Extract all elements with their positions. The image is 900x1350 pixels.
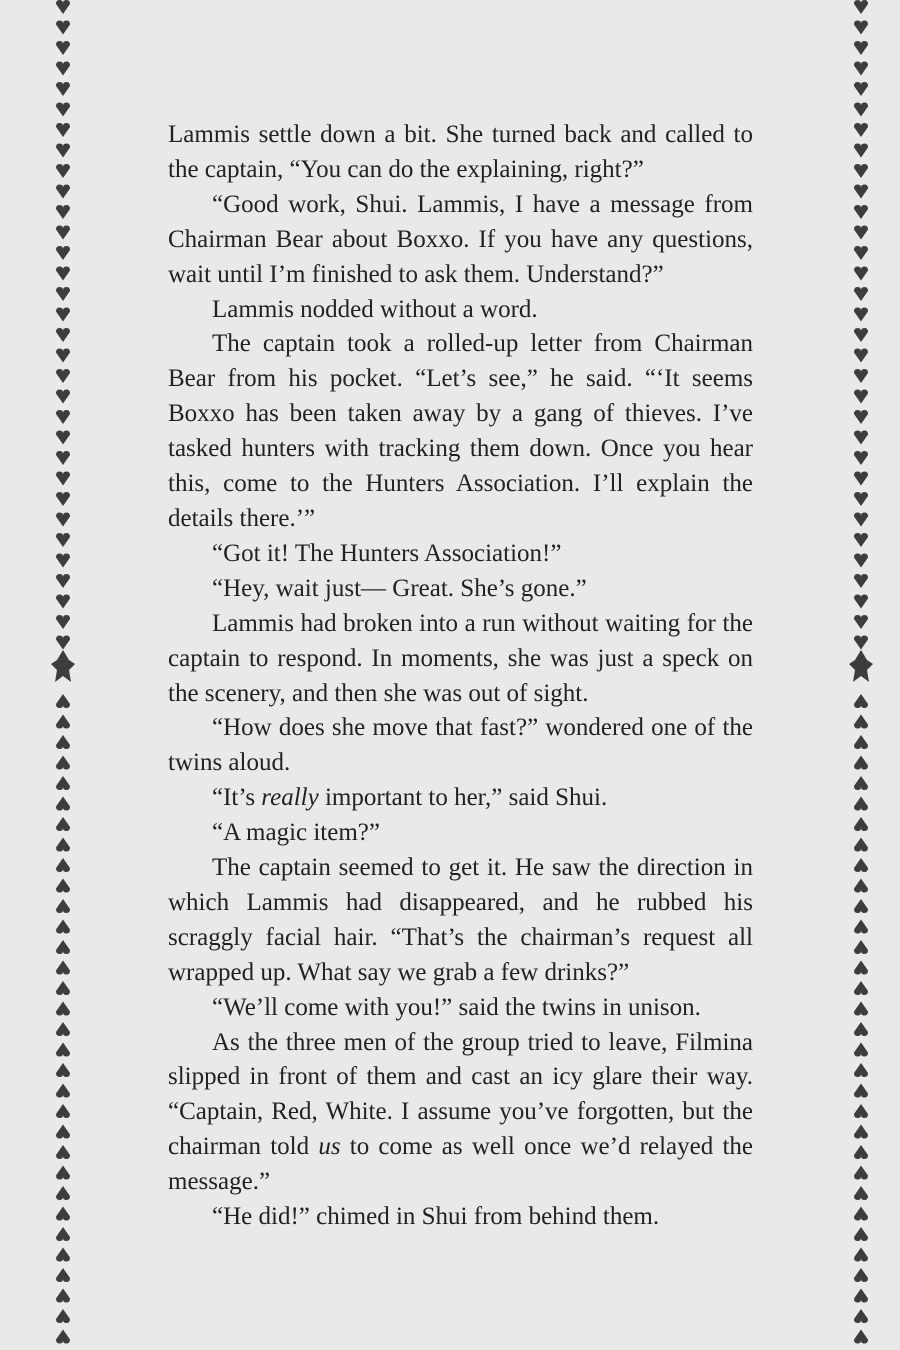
border-heart-bead: [854, 961, 868, 975]
page-body-text: [168, 118, 753, 1235]
border-heart-bead: [56, 838, 70, 852]
paragraph: “Hey, wait just— Great. She’s gone.”: [212, 574, 587, 602]
border-heart-bead: [854, 879, 868, 893]
border-heart-bead: [56, 1227, 70, 1241]
border-heart-bead: [854, 21, 868, 35]
border-heart-bead: [56, 144, 70, 158]
border-heart-bead: [56, 1248, 70, 1262]
border-heart-bead: [854, 554, 868, 568]
border-heart-bead: [854, 205, 868, 219]
border-heart-bead: [854, 1227, 868, 1241]
border-center-ornament: [849, 650, 873, 682]
italic-emphasis: really: [261, 784, 319, 812]
border-heart-bead: [854, 267, 868, 281]
border-heart-bead: [854, 431, 868, 445]
border-heart-bead: [854, 164, 868, 178]
border-heart-bead: [854, 756, 868, 770]
paragraph: “A magic item?”: [212, 819, 380, 847]
border-heart-bead: [56, 1309, 70, 1323]
border-heart-bead: [854, 1145, 868, 1159]
border-heart-bead: [854, 1166, 868, 1180]
border-heart-bead: [56, 595, 70, 609]
border-heart-bead: [56, 1063, 70, 1077]
border-heart-bead: [854, 1186, 868, 1200]
border-heart-bead: [56, 1022, 70, 1036]
border-heart-bead: [854, 103, 868, 117]
border-heart-bead: [854, 735, 868, 749]
border-heart-bead: [56, 123, 70, 137]
border-heart-bead: [56, 205, 70, 219]
border-heart-bead: [854, 636, 868, 650]
border-heart-bead: [56, 756, 70, 770]
border-heart-bead: [56, 308, 70, 322]
border-heart-bead: [854, 615, 868, 629]
border-heart-bead: [854, 797, 868, 811]
border-heart-bead: [56, 492, 70, 506]
border-center-ornament: [51, 650, 75, 682]
border-heart-bead: [854, 533, 868, 547]
border-heart-bead: [854, 513, 868, 527]
border-heart-bead: [854, 838, 868, 852]
border-heart-bead: [56, 267, 70, 281]
border-heart-bead: [56, 533, 70, 547]
border-heart-bead: [56, 390, 70, 404]
border-heart-bead: [854, 1248, 868, 1262]
border-heart-bead: [854, 41, 868, 55]
left-decorative-border: [50, 0, 76, 1350]
border-heart-bead: [854, 144, 868, 158]
border-heart-bead: [854, 1043, 868, 1057]
border-heart-bead: [854, 1084, 868, 1098]
border-heart-bead: [56, 226, 70, 240]
paragraph: “It’s really important to her,” said Shui.: [212, 784, 608, 812]
border-heart-bead: [854, 595, 868, 609]
paragraph: “Got it! The Hunters Association!”: [212, 539, 562, 567]
border-heart-bead: [56, 554, 70, 568]
border-heart-bead: [56, 1145, 70, 1159]
border-heart-bead: [56, 879, 70, 893]
heart-chain-right-icon: [848, 0, 874, 1350]
border-heart-bead: [56, 328, 70, 342]
border-heart-bead: [56, 1104, 70, 1118]
border-heart-bead: [854, 390, 868, 404]
border-heart-bead: [854, 899, 868, 913]
border-heart-bead: [854, 226, 868, 240]
border-heart-bead: [56, 1207, 70, 1221]
border-heart-bead: [56, 636, 70, 650]
border-heart-bead: [56, 797, 70, 811]
border-heart-bead: [854, 1104, 868, 1118]
border-heart-bead: [854, 410, 868, 424]
border-heart-bead: [56, 1186, 70, 1200]
border-heart-bead: [854, 1330, 868, 1344]
border-heart-bead: [854, 1125, 868, 1139]
border-heart-bead: [854, 185, 868, 199]
border-heart-bead: [56, 369, 70, 383]
border-heart-bead: [56, 715, 70, 729]
border-heart-bead: [56, 1125, 70, 1139]
border-heart-bead: [56, 287, 70, 301]
border-heart-bead: [56, 1043, 70, 1057]
border-heart-bead: [56, 1289, 70, 1303]
border-heart-bead: [56, 961, 70, 975]
border-heart-bead: [854, 0, 868, 14]
border-heart-bead: [56, 858, 70, 872]
paragraph: “He did!” chimed in Shui from behind them.: [212, 1203, 660, 1231]
right-decorative-border: [848, 0, 874, 1350]
border-heart-bead: [56, 431, 70, 445]
border-heart-bead: [56, 981, 70, 995]
border-heart-bead: [854, 1063, 868, 1077]
border-heart-bead: [854, 1207, 868, 1221]
paragraph: “We’ll come with you!” said the twins in unison.: [212, 993, 701, 1021]
border-heart-bead: [854, 694, 868, 708]
paragraph: The captain seemed to get it. He saw the direction in which Lammis had disappeared, and he rubbed his scraggly facial hair. “That’s the chairman’s request all wrapped up. What say we grab a few drinks?”: [168, 854, 753, 986]
border-heart-bead: [854, 1289, 868, 1303]
border-heart-bead: [56, 185, 70, 199]
border-heart-bead: [56, 1166, 70, 1180]
border-heart-bead: [56, 899, 70, 913]
border-heart-bead: [854, 1309, 868, 1323]
border-heart-bead: [854, 1002, 868, 1016]
border-heart-bead: [854, 82, 868, 96]
border-heart-bead: [56, 1268, 70, 1282]
heart-chain-left-icon: [50, 0, 76, 1350]
border-heart-bead: [56, 410, 70, 424]
border-heart-bead: [854, 981, 868, 995]
border-heart-bead: [854, 920, 868, 934]
border-heart-bead: [854, 308, 868, 322]
border-heart-bead: [854, 62, 868, 76]
border-heart-bead: [56, 817, 70, 831]
paragraph: Lammis nodded without a word.: [212, 295, 538, 323]
border-heart-bead: [56, 615, 70, 629]
border-heart-bead: [854, 349, 868, 363]
border-heart-bead: [56, 21, 70, 35]
border-heart-bead: [854, 776, 868, 790]
border-heart-bead: [56, 246, 70, 260]
border-heart-bead: [56, 735, 70, 749]
italic-emphasis: us: [318, 1133, 341, 1161]
paragraph: “How does she move that fast?” wondered one of the twins aloud.: [168, 714, 753, 777]
border-heart-bead: [56, 451, 70, 465]
border-heart-bead: [56, 940, 70, 954]
border-heart-bead: [56, 1330, 70, 1344]
paragraph: The captain took a rolled-up letter from Chairman Bear from his pocket. “Let’s see,” he said. “‘It seems Boxxo has been taken away by a gang of thieves. I’ve tasked hunters with tracking them down. Once you hear this, come to the Hunters Association. I’ll explain the details there.’”: [168, 330, 753, 532]
border-heart-bead: [854, 1022, 868, 1036]
border-heart-bead: [854, 574, 868, 588]
border-heart-bead: [56, 574, 70, 588]
border-heart-bead: [854, 123, 868, 137]
paragraph: Lammis had broken into a run without waiting for the captain to respond. In moments, she was just a speck on the scenery, and then she was out of sight.: [168, 609, 753, 707]
border-heart-bead: [854, 858, 868, 872]
border-heart-bead: [56, 41, 70, 55]
border-heart-bead: [854, 940, 868, 954]
border-heart-bead: [56, 513, 70, 527]
paragraph: “Good work, Shui. Lammis, I have a message from Chairman Bear about Boxxo. If you have any questions, wait until I’m finished to ask them. Understand?”: [168, 190, 753, 288]
border-heart-bead: [56, 920, 70, 934]
border-heart-bead: [854, 1268, 868, 1282]
border-heart-bead: [854, 369, 868, 383]
border-heart-bead: [56, 349, 70, 363]
border-heart-bead: [56, 776, 70, 790]
border-heart-bead: [56, 472, 70, 486]
border-heart-bead: [56, 103, 70, 117]
border-heart-bead: [56, 1002, 70, 1016]
paragraph: Lammis settle down a bit. She turned back and called to the captain, “You can do the explaining, right?”: [168, 121, 753, 183]
border-heart-bead: [56, 82, 70, 96]
border-heart-bead: [854, 328, 868, 342]
border-heart-bead: [854, 492, 868, 506]
border-heart-bead: [56, 1084, 70, 1098]
border-heart-bead: [854, 817, 868, 831]
border-heart-bead: [56, 694, 70, 708]
border-heart-bead: [56, 0, 70, 14]
paragraph: As the three men of the group tried to leave, Filmina slipped in front of them and cast an icy glare their way. “Captain, Red, White. I assume you’ve forgotten, but the chairman told us to come as well once we’d relayed the message.”: [168, 1028, 753, 1196]
border-heart-bead: [854, 451, 868, 465]
border-heart-bead: [854, 287, 868, 301]
border-heart-bead: [56, 62, 70, 76]
border-heart-bead: [854, 715, 868, 729]
border-heart-bead: [56, 164, 70, 178]
border-heart-bead: [854, 246, 868, 260]
border-heart-bead: [854, 472, 868, 486]
